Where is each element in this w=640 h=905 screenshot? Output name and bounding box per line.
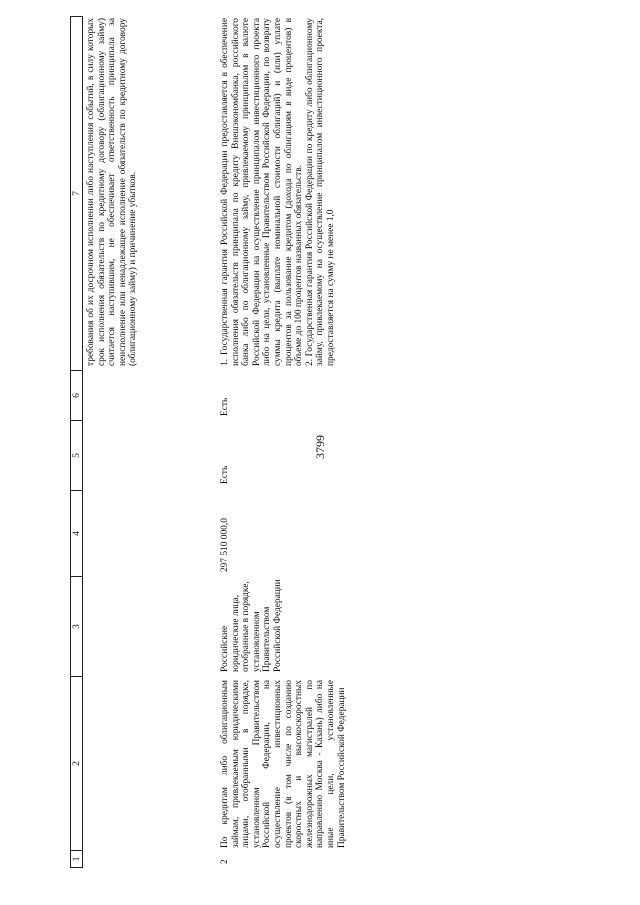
- column-header-2: 2: [70, 676, 83, 850]
- continuation-row: [86, 16, 204, 868]
- column-header-3: 3: [70, 576, 83, 676]
- column-header-7: 7: [70, 16, 83, 370]
- column-header-5: 5: [70, 420, 83, 490]
- column-header-6: 6: [70, 370, 83, 420]
- column-header-1: 1: [70, 850, 83, 868]
- table-row-2: [220, 16, 630, 868]
- row-number: 2: [220, 859, 230, 864]
- guarantee-purpose: По кредитам либо облигационным займам, привлекаемым юридическими лицами, отобранными в порядке, установленном Правительством Российской Федерации, на осуществление инвестиционных проектов (в том числе по созданию скоростных и высокоскоростных железнодорожных магистралей по направлению Москва - Казань) либо на иные цели, установленные Правительством Российской Федерации: [220, 680, 347, 848]
- guarantee-amount: 297 510 000,0: [220, 518, 230, 572]
- column-header-4: 4: [70, 490, 83, 576]
- guarantee-conditions: [220, 18, 337, 366]
- condition-item-1: 1. Государственная гарантия Российской Федерации предоставляется в обеспечение исполнения обязательств принципала по кредиту Внешэкономбанка, российского банка либо по облигационному займу, привлекаемому принципалом в валюте Российской Федерации на осуществление принципалом инвестиционного проекта либо на цели, установленные Правительством Российской Федерации, по возврату суммы кредита (выплате номинальной стоимости облигаций) и (или) уплате процентов за пользование кредитом (дохода по облигациям в виде процентов) в объеме до 100 процентов названных обязательств.: [220, 18, 305, 366]
- principal-category: Российские юридические лица, отобранные в порядке, установленном Правительством Российской Федерации: [220, 579, 283, 672]
- column-5-value: Есть: [220, 465, 230, 484]
- continuation-conditions-text: требования об их досрочном исполнении либо наступления событий, в силу которых срок исполнения обязательств по кредитному договору (облигационному займу) считается наступившим, не обеспечивает ответственность принципала за неисполнение или ненадлежащее исполнение обязательств по кредитному договору (облигационному займу) и причинение убытков.: [86, 18, 139, 366]
- column-6-value: Есть: [220, 397, 230, 416]
- page-number: 3799: [313, 435, 327, 459]
- condition-item-2: 2. Государственная гарантия Российской Федерации по кредиту либо облигационному займу, привлекаемому на осуществление принципалом инвестиционного проекта, предоставляется на сумму не менее 1,0: [304, 18, 336, 366]
- guarantee-table: [70, 16, 630, 868]
